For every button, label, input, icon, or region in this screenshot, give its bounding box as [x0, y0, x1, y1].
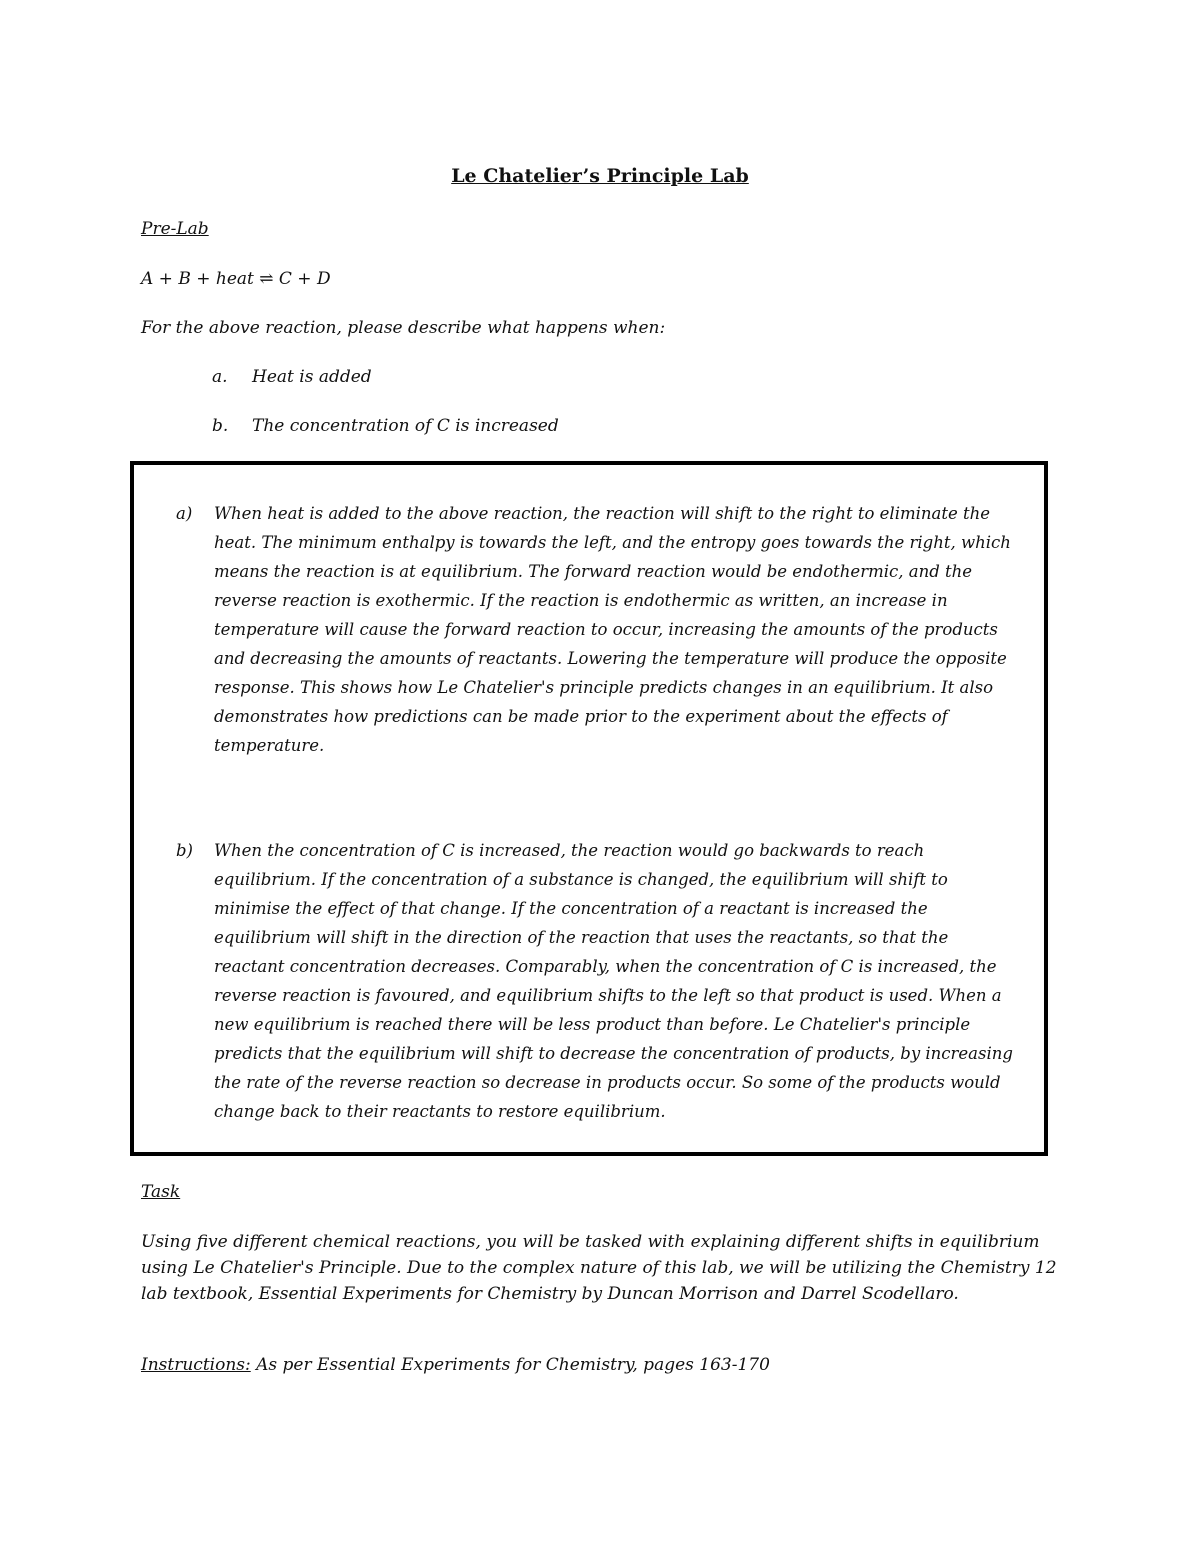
- answer-box: [130, 461, 1048, 1156]
- instructions-line: [141, 1355, 770, 1375]
- instructions-label: Instructions:: [141, 1355, 251, 1375]
- answer-marker: b): [176, 841, 193, 860]
- reaction-equation: A + B + heat ⇌ C + D: [141, 269, 331, 289]
- prelab-heading: Pre-Lab: [141, 219, 209, 239]
- question-text: The concentration of C is increased: [252, 416, 559, 436]
- task-paragraph: Using five different chemical reactions, you will be tasked with explaining different shifts in equilibrium using Le Chatelier's Principle. Due to the complex nature of this lab, we will be utilizing the Chemistry 12 lab textbook, Essential Experiments for Chemistry by Duncan Morrison and Darrel Scodellaro.: [141, 1232, 1057, 1304]
- task-heading: Task: [141, 1182, 181, 1202]
- answer-text: When heat is added to the above reaction, the reaction will shift to the right to eliminate the heat. The minimum enthalpy is towards the left, and the entropy goes towards the right, which means the reaction is at equilibrium. The forward reaction would be endothermic, and the reverse reaction is exothermic. If the reaction is endothermic as written, an increase in temperature will cause the forward reaction to occur, increasing the amounts of the products and decreasing the amounts of reactants. Lowering the temperature will produce the opposite response. This shows how Le Chatelier's principle predicts changes in an equilibrium. It also demonstrates how predictions can be made prior to the experiment about the effects of temperature.: [214, 504, 1011, 755]
- document-title: Le Chatelier’s Principle Lab: [451, 165, 749, 187]
- instructions-text: As per Essential Experiments for Chemistry, pages 163-170: [250, 1355, 770, 1375]
- answer-marker: a): [176, 504, 193, 523]
- answer-a: [176, 499, 1016, 760]
- prelab-prompt: For the above reaction, please describe what happens when:: [141, 318, 666, 338]
- question-marker: b.: [212, 416, 229, 436]
- answer-text: When the concentration of C is increased, the reaction would go backwards to reach equilibrium. If the concentration of a substance is changed, the equilibrium will shift to minimise the effect of that change. If the concentration of a reactant is increased the equilibrium will shift in the direction of the reaction that uses the reactants, so that the reactant concentration decreases. Comparably, when the concentration of C is increased, the reverse reaction is favoured, and equilibrium shifts to the left so that product is used. When a new equilibrium is reached there will be less product than before. Le Chatelier's principle predicts that the equilibrium will shift to decrease the concentration of products, by increasing the rate of the reverse reaction so decrease in products occur. So some of the products would change back to their reactants to restore equilibrium.: [214, 841, 1013, 1121]
- answer-b: [176, 836, 1016, 1126]
- question-marker: a.: [212, 367, 228, 387]
- question-text: Heat is added: [252, 367, 372, 387]
